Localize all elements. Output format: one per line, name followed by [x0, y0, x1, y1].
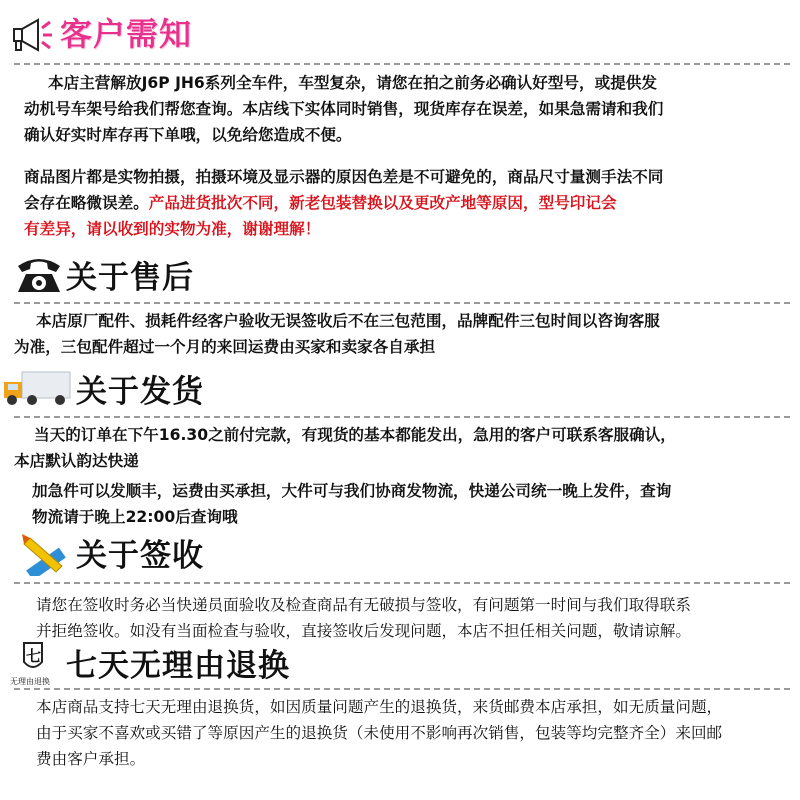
signing-line: 并拒绝签收。如没有当面检查与验收，直接签收后发现问题，本店不担任相关问题，敬请谅解。	[36, 622, 691, 640]
notice-warning-line: 有差异，请以收到的实物为准，谢谢理解！	[24, 220, 321, 238]
notice-paragraph-2	[24, 164, 790, 242]
signing-title: 关于签收	[76, 538, 204, 574]
shipping-line: 物流请于晚上22:00后查询哦	[32, 508, 238, 526]
shipping-title: 关于发货	[76, 374, 204, 410]
badge-number: 七	[26, 647, 42, 665]
notice-line	[24, 190, 790, 216]
divider	[14, 302, 790, 304]
notice-warning-text: 产品进货批次不同，新老包装替换以及更改产地等原因，型号印记会	[148, 194, 617, 212]
signing-paragraph	[24, 592, 790, 644]
shipping-header	[0, 364, 800, 414]
aftersale-paragraph	[14, 308, 790, 360]
badge-caption: 无理由退换	[10, 677, 50, 686]
aftersale-line: 为准，三包配件超过一个月的来回运费由买家和卖家各自承担	[14, 338, 436, 356]
shipping-line: 加急件可以发顺丰，运费由买承担，大件可与我们协商发物流，快递公司统一晚上发件，查询	[32, 482, 672, 500]
notice-paragraph-1	[24, 70, 790, 148]
notice-title: 客户需知	[60, 15, 193, 53]
divider	[14, 63, 790, 65]
notice-line: 本店主营解放J6P JH6系列全车件，车型复杂，请您在拍之前务必确认好型号，或提供发	[48, 74, 657, 92]
aftersale-header	[0, 252, 800, 302]
truck-icon	[2, 368, 72, 412]
megaphone-icon	[12, 16, 54, 58]
signing-line: 请您在签收时务必当快递员面验收及检查商品有无破损与签收，有问题第一时间与我们取得联系	[36, 596, 691, 614]
notice-line: 商品图片都是实物拍摄，拍摄环境及显示器的原因色差是不可避免的，商品尺寸量测手法不同	[24, 168, 664, 186]
signing-header	[0, 530, 800, 580]
notice-line: 动机号车架号给我们帮您查询。本店线下实体同时销售，现货库存在误差，如果急需请和我们	[24, 100, 664, 118]
telephone-icon	[14, 252, 64, 300]
returns-title: 七天无理由退换	[66, 648, 290, 684]
notice-header	[0, 10, 800, 60]
divider	[14, 416, 790, 418]
divider	[14, 582, 790, 584]
shipping-line: 当天的订单在下午16.30之前付完款，有现货的基本都能发出，急用的客户可联系客服确认，	[34, 426, 676, 444]
seven-day-shield-icon	[10, 640, 56, 690]
notice-text: 会存在略微误差。	[24, 194, 149, 212]
shipping-paragraph	[14, 422, 790, 530]
returns-header	[0, 640, 800, 690]
notice-line: 确认好实时库存再下单哦，以免给您造成不便。	[24, 126, 352, 144]
aftersale-line: 本店原厂配件、损耗件经客户验收无误签收后不在三包范围，品牌配件三包时间以咨询客服	[36, 312, 660, 330]
pencil-ruler-icon	[22, 532, 72, 580]
returns-paragraph	[24, 694, 790, 772]
returns-line: 由于买家不喜欢或买错了等原因产生的退换货（未使用不影响再次销售，包装等均完整齐全）来回邮	[36, 724, 723, 742]
aftersale-title: 关于售后	[66, 260, 194, 296]
shipping-line: 本店默认韵达快递	[14, 452, 139, 470]
returns-line: 费由客户承担。	[36, 750, 146, 768]
divider	[14, 688, 790, 690]
returns-line: 本店商品支持七天无理由退换货，如因质量问题产生的退换货，来货邮费本店承担，如无质量问题，	[36, 698, 723, 716]
